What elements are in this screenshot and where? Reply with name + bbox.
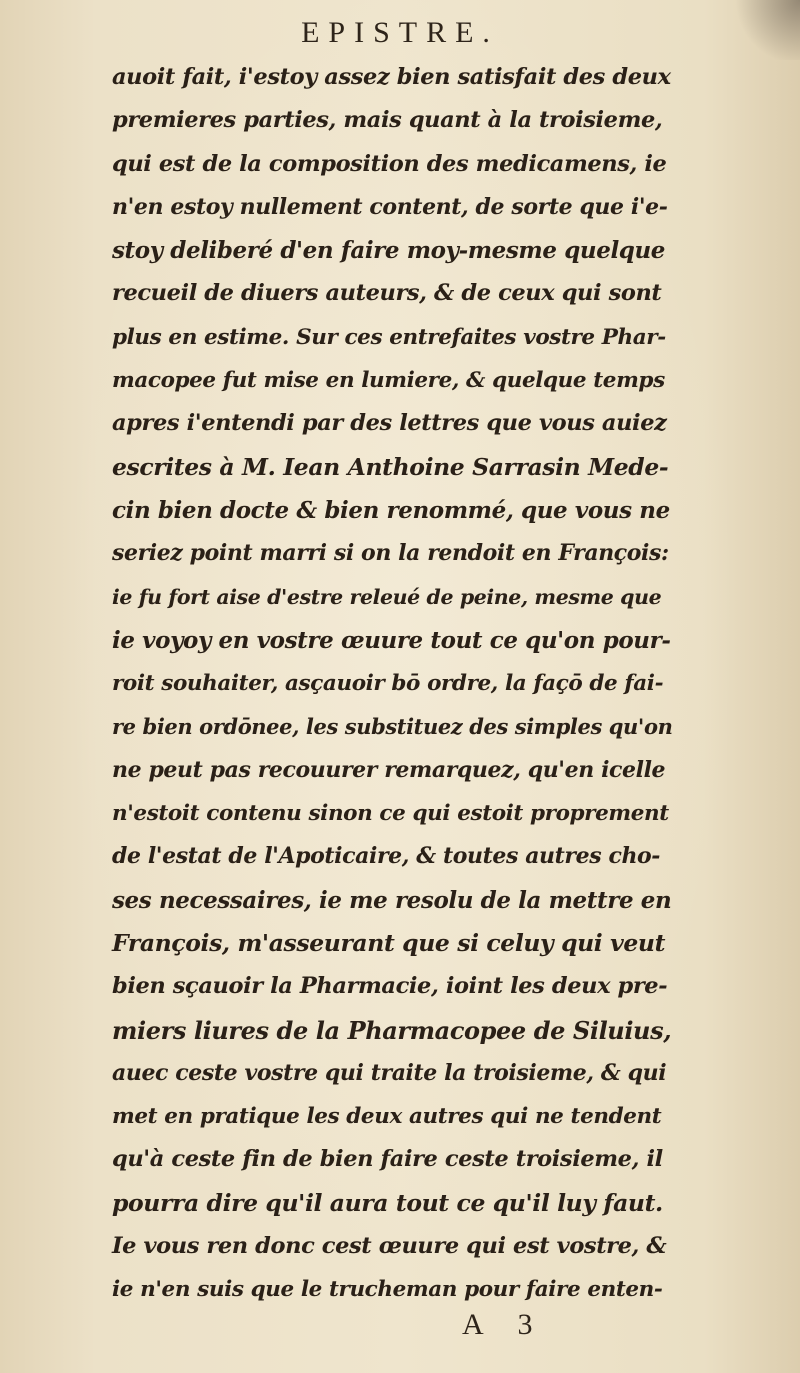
text-line: cin bien docte & bien renommé, que vous ne <box>112 496 670 524</box>
text-line: Ie vous ren donc cest œuure qui est vostre, & <box>112 1233 667 1260</box>
text-line: François, m'asseurant que si celuy qui veut <box>112 928 666 957</box>
text-line: n'en estoy nullement content, de sorte que i'e- <box>112 193 668 220</box>
body-text <box>112 56 672 1312</box>
text-line: pourra dire qu'il aura tout ce qu'il luy faut. <box>112 1188 663 1217</box>
text-line: apres i'entendi par des lettres que vous auiez <box>112 410 667 437</box>
text-line: macopee fut mise en lumiere, & quelque temps <box>112 368 665 394</box>
text-line: roit souhaiter, asçauoir bō ordre, la façō de fai- <box>112 671 664 697</box>
text-line: ie fu fort aise d'estre releué de peine, mesme que <box>112 584 662 609</box>
text-line: auoit fait, i'estoy assez bien satisfait des deux <box>112 64 671 90</box>
text-line: qu'à ceste fin de bien faire ceste troisieme, il <box>112 1146 663 1173</box>
text-line: seriez point marri si on la rendoit en François: <box>112 540 669 567</box>
text-line: bien sçauoir la Pharmacie, ioint les deux pre- <box>112 973 668 1000</box>
text-line: premieres parties, mais quant à la troisieme, <box>112 107 663 134</box>
signature-mark: A 3 <box>462 1308 547 1341</box>
text-line: plus en estime. Sur ces entrefaites vostre Phar- <box>112 324 666 350</box>
text-line: re bien ordōnee, les substituez des simples qu'on <box>112 714 673 740</box>
text-line: auec ceste vostre qui traite la troisieme, & qui <box>112 1059 667 1086</box>
text-line: de l'estat de l'Apoticaire, & toutes autres cho- <box>112 843 661 870</box>
text-line: met en pratique les deux autres qui ne tendent <box>112 1104 662 1130</box>
text-line: ie voyoy en vostre œuure tout ce qu'on pour- <box>112 626 671 654</box>
running-head: EPISTRE. <box>301 16 499 49</box>
text-line: ie n'en suis que le trucheman pour faire enten- <box>112 1277 663 1303</box>
text-line: stoy deliberé d'en faire moy-mesme quelque <box>112 237 666 265</box>
text-line: recueil de diuers auteurs, & de ceux qui sont <box>112 280 662 307</box>
text-line: miers liures de la Pharmacopee de Siluius, <box>112 1015 672 1045</box>
text-line: ne peut pas recouurer remarquez, qu'en icelle <box>112 756 666 783</box>
text-line: n'estoit contenu sinon ce qui estoit proprement <box>112 801 669 827</box>
text-line: escrites à M. Iean Anthoine Sarrasin Mede- <box>112 452 669 481</box>
text-line: qui est de la composition des medicamens, ie <box>112 150 667 177</box>
text-line: ses necessaires, ie me resolu de la mettre en <box>112 886 672 914</box>
